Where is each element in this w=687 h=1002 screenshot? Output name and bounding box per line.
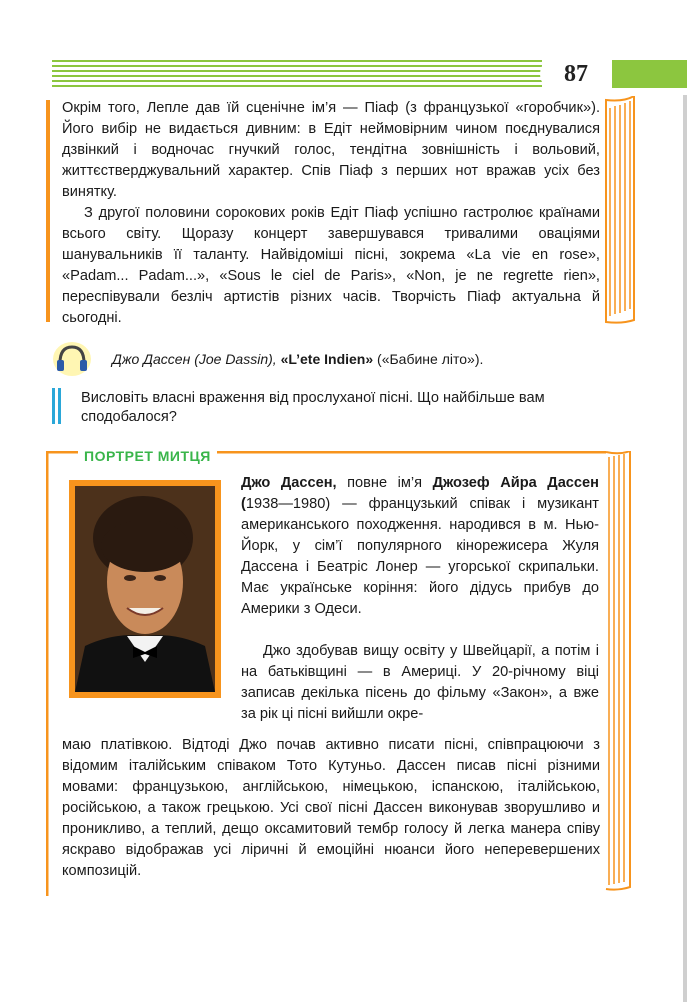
paragraph-1: Окрім того, Лепле дав їй сценічне ім’я — Піаф (з французької «горобчик»). Його вибір не видається дивним: в Едіт неймовірним чином поєднувалися дзвінкий і водночас гнучкий голос, тендітна зовнішність і вольовий, життєстверджувальний характер. Спів Піаф з перших нот вражав усіх без винятку.: [62, 100, 600, 200]
paragraph-2: З другої половини сорокових років Едіт Піаф успішно гастролює країнами всього світу. Щоразу концерт завершувався тривалими оваціями шанувальників її таланту. Найвідоміші пісні, зокрема «La vie en rose», «Padam... Padam...», «Sous le ciel de Paris», «Non, je ne regrette rien», переспівували безліч артистів різних часів. Творчість Піаф актуальна й сьогодні.: [62, 205, 600, 326]
bio-name-connector: повне ім’я: [336, 475, 433, 491]
bio-intro-text: 1938—1980) — французький співак і музикант американського походження. народився в м. Нью-Йорк, у сім’ї популярного кінорежисера Жуля Дассена і Беатріс Лонер — угорської скрипальки. Має українське коріння: його дідусь прибув до Америки з Одеси.: [241, 496, 599, 617]
book-pages-icon: [604, 96, 640, 326]
portrait-section-label: ПОРТРЕТ МИТЦЯ: [78, 448, 217, 464]
bio-name: Джо Дассен,: [241, 475, 337, 491]
audio-song: «L’ete Indien»: [280, 351, 374, 367]
bio-paragraph-2: Джо здобував вищу освіту у Швейцарії, а потім і на батьківщині — в Америці. У 20-річному віці записав декілька пісень до фільму «Закон», а вже за рік ці пісні вийшли окре-: [241, 643, 599, 722]
page-number: 87: [540, 57, 612, 91]
audio-translation: («Бабине літо»).: [377, 351, 484, 367]
text-block-orange-bar: [46, 100, 50, 322]
portrait-photo: [69, 480, 221, 698]
audio-reference: [112, 351, 483, 367]
question-marker: [52, 388, 61, 424]
header-green-block: [612, 60, 687, 88]
bio-intro: [241, 473, 599, 620]
bio-paragraph-3: маю платівкою. Відтоді Джо почав активно писати пісні, співпрацюючи з відомим італійським співаком Тото Кутуньо. Дассен писав пісні різними мовами: французькою, англійською, німецькою, іспанскою, італійською, російською, а також грецькою. Усі свої пісні Дассен виконував зворушливо и проникливо, а теплий, дещо оксамитовий тембр голосу й легка манера співу яскраво відображав усі ліричні й емоційні нюанси його неперевершених композицій.: [62, 737, 600, 879]
headphones-icon: [52, 341, 92, 377]
audio-artist: Джо Дассен (Joe Dassin),: [112, 351, 277, 367]
page-edge: [683, 95, 687, 1002]
header-rule: [52, 60, 542, 88]
bio-full-name: Джозеф Айра Дассен (: [241, 475, 599, 512]
question-text: Висловіть власні враження від прослуханої пісні. Що найбільше вам сподобалося?: [81, 390, 545, 425]
